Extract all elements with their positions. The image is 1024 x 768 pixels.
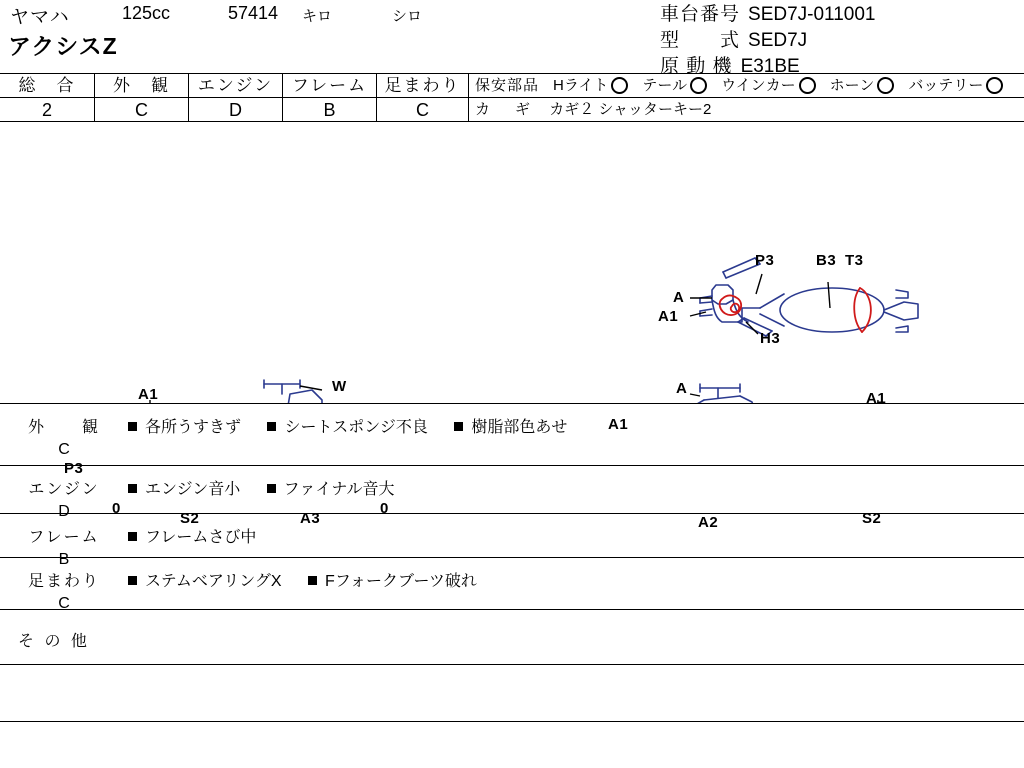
notes-row-suspension [0,558,1024,610]
chassis-value: SED7J-011001 [748,4,876,25]
diagram-label-top-h3: H3 [760,330,781,347]
sheet-header [0,0,1024,77]
notes-items-engine [128,466,1024,513]
safety-parts-title: 保安部品 [475,77,540,94]
grade-label-total: 総 合 [0,74,94,98]
note-chip [128,529,256,546]
diagram-label-top-a1: A1 [658,308,679,325]
note-text: フレームさび中 [145,529,257,546]
safety-item-battery-label: バッテリー [908,77,984,94]
note-chip [308,573,477,590]
safety-item-winker [721,74,830,97]
note-text: シートスポンジ不良 [284,419,428,436]
circle-ok-icon [877,77,894,94]
diagram-label-right-a2: A2 [698,514,719,531]
bullet-square-icon [267,484,276,493]
notes-row-blank [0,665,1024,722]
grade-value-engine: D [229,100,242,120]
bullet-square-icon [454,422,463,431]
safety-item-horn [830,74,909,97]
type-value: SED7J [748,30,808,51]
note-chip [454,419,567,436]
safety-item-horn-label: ホーン [829,77,875,94]
grade-label-exterior: 外 観 [95,74,188,98]
safety-item-headlight [553,74,642,97]
diagram-label-left-zero-front: 0 [380,500,389,517]
safety-item-battery [908,74,1017,97]
notes-category-exterior [0,404,128,465]
circle-ok-icon [690,77,707,94]
type-row [660,28,875,54]
grade-value-total: 2 [41,100,52,120]
notes-row-other [0,610,1024,665]
grade-value-suspension: C [416,100,429,120]
diagram-label-right-a1-right: A1 [866,390,887,407]
displacement: 125cc [122,3,171,23]
grade-label-engine: エンジン [189,74,282,98]
notes-category-exterior-label: 外 観 [27,419,100,436]
safety-item-winker-label: ウインカー [721,77,796,94]
grade-value-frame: B [323,100,336,120]
notes-other-text [90,610,1024,664]
diagram-label-top-b3: B3 [816,252,837,269]
notes-category-engine [0,466,128,520]
note-chip [128,573,282,590]
note-chip [267,419,427,436]
diagram-label-left-zero-rear: 0 [112,500,121,517]
notes-category-frame-grade: B [58,551,70,568]
notes-category-suspension [0,558,128,612]
note-text: ファイナル音大 [283,481,395,498]
notes-items-suspension [128,558,1024,609]
bullet-square-icon [128,422,137,431]
model-name: アクシスZ [8,33,118,59]
mileage-unit: キロ [302,8,333,25]
circle-ok-icon [611,77,628,94]
diagram-label-right-a1-left: A1 [608,416,629,433]
note-chip [267,481,395,498]
notes-items-exterior [128,404,1024,465]
notes-category-engine-label: エンジン [28,481,100,498]
bullet-square-icon [128,484,137,493]
note-text: Fフォークブーツ破れ [325,573,477,590]
notes-row-exterior [0,404,1024,466]
diagram-label-right-a: A [676,380,688,397]
note-chip [128,481,240,498]
notes-category-suspension-label: 足まわり [27,573,100,590]
notes-category-engine-grade: D [58,503,70,520]
key-row [469,98,1024,122]
safety-parts-block [469,74,1024,121]
grade-cell-exterior [95,74,189,121]
notes-category-frame-label: フレーム [28,529,100,546]
circle-ok-icon [986,77,1003,94]
top-view-drawing [700,258,918,336]
vehicle-id-block [660,2,875,80]
diagram-label-top-t3: T3 [845,252,864,269]
key-value: カギ２ シャッターキー2 [549,101,712,118]
notes-category-suspension-grade: C [58,595,70,612]
notes-other-label: そ の 他 [18,633,90,650]
mileage-value: 57414 [228,3,279,23]
diagram-label-left-w: W [332,378,347,395]
body-color: シロ [392,8,423,25]
grade-cell-engine [189,74,283,121]
bullet-square-icon [308,576,317,585]
grade-label-frame: フレーム [283,74,376,98]
diagram-label-left-p3: P3 [64,460,84,477]
note-chip [128,419,241,436]
bullet-square-icon [267,422,276,431]
grade-value-exterior: C [135,100,148,120]
note-text: 樹脂部色あせ [471,419,568,436]
notes-row-frame [0,514,1024,568]
bullet-square-icon [128,576,137,585]
grade-cell-total [0,74,95,121]
note-text: ステムベアリングX [145,573,282,590]
grade-label-suspension: 足まわり [377,74,468,98]
engine-label: 原 動 機 [660,56,733,77]
diagram-label-left-a3: A3 [300,510,321,527]
note-text: エンジン音小 [145,481,241,498]
diagram-label-top-a: A [673,289,685,306]
chassis-row [660,2,875,28]
condition-notes-table [0,404,1024,722]
diagram-label-right-s2: S2 [862,510,882,527]
notes-category-exterior-grade: C [58,441,70,458]
type-label: 型 式 [660,30,741,51]
circle-ok-icon [799,77,816,94]
bullet-square-icon [128,532,137,541]
engine-value: E31BE [740,56,800,77]
diagram-label-left-a1: A1 [138,386,159,403]
note-text: 各所うすきず [145,419,242,436]
safety-item-tail-label: テール [642,77,688,94]
safety-parts-row [469,74,1024,98]
grade-cell-suspension [377,74,469,121]
grade-strip [0,74,1024,122]
diagram-label-left-s2: S2 [180,510,200,527]
grade-cell-frame [283,74,377,121]
maker-name: ヤマハ [10,7,70,28]
diagram-label-top-p3: P3 [755,252,775,269]
notes-category-frame [0,514,128,568]
notes-items-frame [128,514,1024,557]
safety-item-headlight-label: Hライト [553,77,609,94]
safety-item-tail [642,74,721,97]
diagram-svg [0,122,1024,403]
key-label: カ ギ [475,101,536,118]
chassis-label: 車台番号 [660,4,741,25]
